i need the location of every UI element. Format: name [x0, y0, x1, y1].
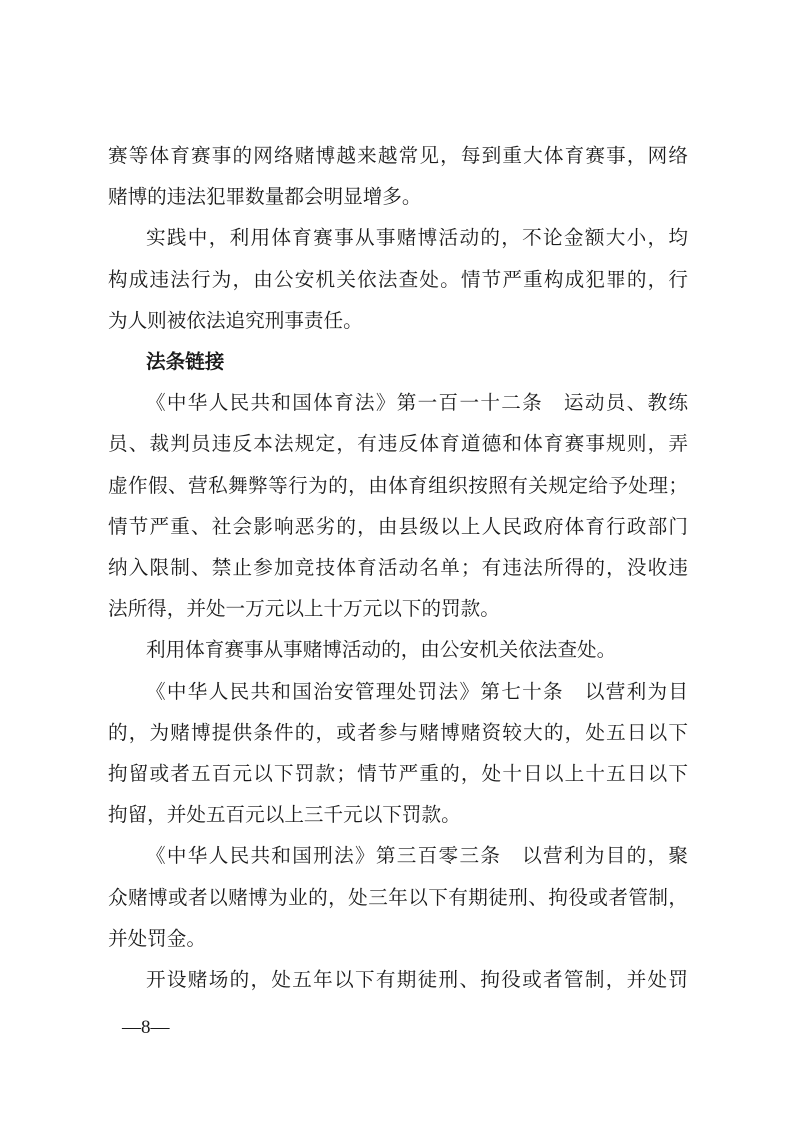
section-heading: 法条链接 [146, 350, 225, 373]
paragraph-2-line-2: 构成违法行为，由公安机关依法查处。情节严重构成犯罪的，行 [108, 268, 688, 291]
criminal-law-line-3: 并处罚金。 [108, 927, 206, 950]
criminal-law-line-2: 众赌博或者以赌博为业的，处三年以下有期徒刑、拘役或者管制， [108, 886, 688, 909]
sports-law-line-1: 《中华人民共和国体育法》第一百一十二条 运动员、教练 [146, 391, 688, 414]
security-law-line-4: 拘留，并处五百元以上三千元以下罚款。 [108, 803, 461, 826]
sports-law-line-2: 员、裁判员违反本法规定，有违反体育道德和体育赛事规则，弄 [108, 432, 688, 455]
sports-law-line-6: 法所得，并处一万元以上十万元以下的罚款。 [108, 597, 500, 620]
paragraph-2-line-1: 实践中，利用体育赛事从事赌博活动的，不论金额大小，均 [146, 226, 688, 249]
criminal-law-line-1: 《中华人民共和国刑法》第三百零三条 以营利为目的，聚 [146, 844, 688, 867]
paragraph-1-line-2: 赌博的违法犯罪数量都会明显增多。 [108, 185, 422, 208]
security-law-line-2: 的，为赌博提供条件的，或者参与赌博赌资较大的，处五日以下 [108, 721, 688, 744]
page-number: —8— [122, 1017, 170, 1038]
security-law-line-1: 《中华人民共和国治安管理处罚法》第七十条 以营利为目 [146, 680, 688, 703]
sports-law-line-3: 虚作假、营私舞弊等行为的，由体育组织按照有关规定给予处理； [108, 474, 688, 497]
paragraph-7-line-1: 开设赌场的，处五年以下有期徒刑、拘役或者管制，并处罚 [146, 968, 688, 991]
paragraph-4-line-1: 利用体育赛事从事赌博活动的，由公安机关依法查处。 [146, 638, 617, 661]
paragraph-2-line-3: 为人则被依法追究刑事责任。 [108, 309, 363, 332]
sports-law-line-4: 情节严重、社会影响恶劣的，由县级以上人民政府体育行政部门 [108, 515, 688, 538]
sports-law-line-5: 纳入限制、禁止参加竞技体育活动名单；有违法所得的，没收违 [108, 556, 688, 579]
security-law-line-3: 拘留或者五百元以下罚款；情节严重的，处十日以上十五日以下 [108, 762, 688, 785]
paragraph-1-line-1: 赛等体育赛事的网络赌博越来越常见，每到重大体育赛事，网络 [108, 144, 688, 167]
